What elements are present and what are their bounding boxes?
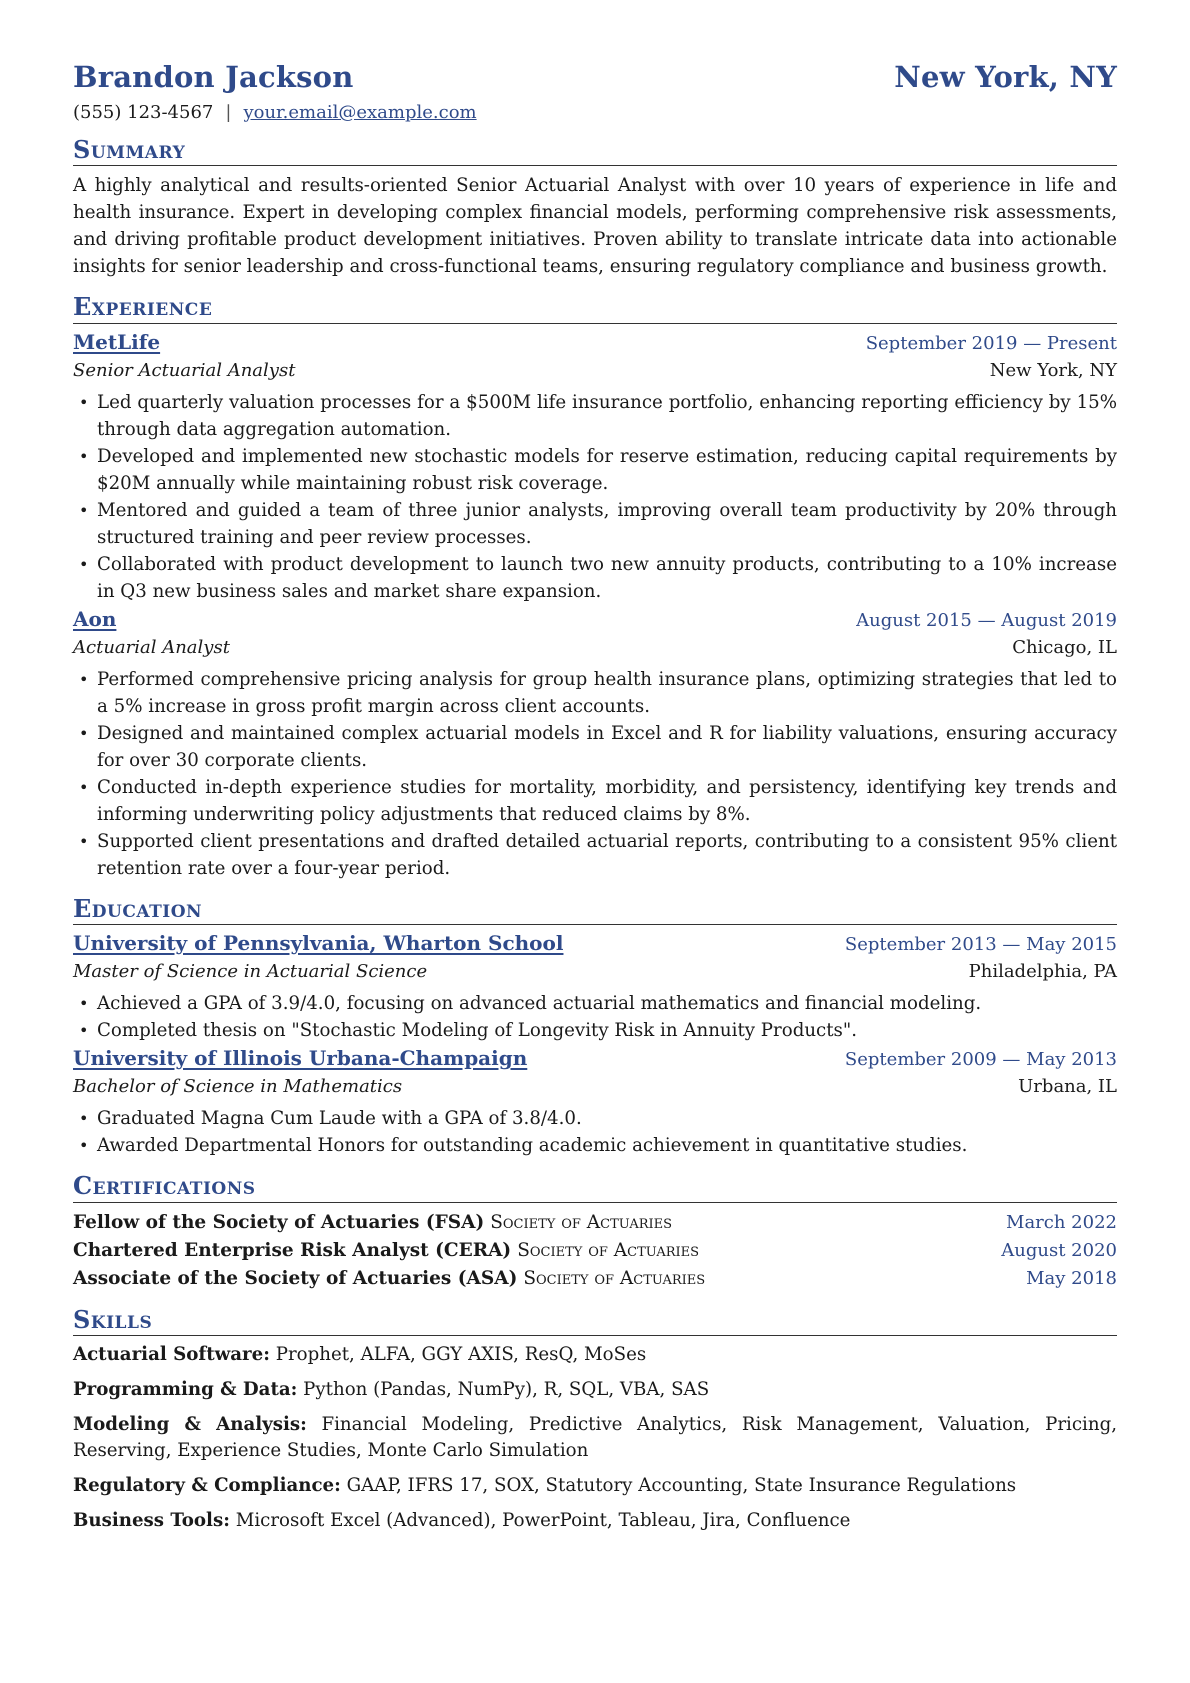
- list-item: • Supported client presentations and drafted detailed actuarial reports, contributing to a consistent 95% client retention rate over a four-year period.: [97, 828, 1117, 882]
- list-item: • Designed and maintained complex actuarial models in Excel and R for liability valuations, ensuring accuracy for over 30 corporate clients.: [97, 720, 1117, 774]
- experience-entry-metlife: [73, 330, 1117, 605]
- study-dates: September 2013 — May 2015: [844, 934, 1117, 956]
- candidate-location: New York, NY: [894, 60, 1117, 94]
- certification-name: Fellow of the Society of Actuaries (FSA): [73, 1211, 485, 1233]
- employer-name[interactable]: MetLife: [73, 329, 161, 354]
- skill-item: [73, 1508, 1117, 1534]
- job-location: Chicago, IL: [1012, 636, 1117, 658]
- school-name[interactable]: University of Illinois Urbana-Champaign: [73, 1046, 528, 1071]
- education-highlights: [73, 1105, 1117, 1159]
- certification-issuer: Society of Actuaries: [523, 1267, 706, 1289]
- experience-entry-aon: [73, 607, 1117, 882]
- skill-value: Prophet, ALFA, GGY AXIS, ResQ, MoSes: [275, 1343, 647, 1365]
- contact-line: [73, 102, 1117, 123]
- employment-dates: August 2015 — August 2019: [856, 609, 1117, 631]
- certifications-heading: Certifications: [73, 1173, 1117, 1202]
- experience-heading: Experience: [73, 294, 1117, 323]
- school-location: Urbana, IL: [1018, 1076, 1117, 1098]
- skill-label: Modeling & Analysis:: [73, 1413, 307, 1435]
- skill-value: Python (Pandas, NumPy), R, SQL, VBA, SAS: [303, 1378, 710, 1400]
- school-location: Philadelphia, PA: [968, 961, 1117, 983]
- skills-heading: Skills: [73, 1307, 1117, 1336]
- list-item: • Developed and implemented new stochastic models for reserve estimation, reducing capital requirements by $20M annually while maintaining robust risk coverage.: [97, 443, 1117, 497]
- education-entry-uiuc: [73, 1046, 1117, 1159]
- achievement-list: [73, 666, 1117, 882]
- education-highlights: [73, 990, 1117, 1044]
- certification-date: March 2022: [1006, 1211, 1117, 1233]
- skill-item: [73, 1342, 1117, 1368]
- skill-label: Business Tools:: [73, 1509, 230, 1531]
- skills-list: [73, 1342, 1117, 1534]
- list-item: • Completed thesis on "Stochastic Modeling of Longevity Risk in Annuity Products".: [97, 1017, 1117, 1044]
- skill-label: Programming & Data:: [73, 1378, 298, 1400]
- certification-item: [73, 1265, 1117, 1293]
- study-dates: September 2009 — May 2013: [844, 1049, 1117, 1071]
- certification-item: [73, 1237, 1117, 1265]
- employer-name[interactable]: Aon: [73, 606, 117, 631]
- certification-list: [73, 1209, 1117, 1293]
- certification-date: August 2020: [1001, 1239, 1117, 1261]
- achievement-list: [73, 389, 1117, 605]
- candidate-name: Brandon Jackson: [73, 60, 354, 94]
- employment-dates: September 2019 — Present: [865, 332, 1117, 354]
- certification-date: May 2018: [1026, 1267, 1117, 1289]
- skill-value: GAAP, IFRS 17, SOX, Statutory Accounting, State Insurance Regulations: [346, 1474, 1017, 1496]
- summary-heading: Summary: [73, 137, 1117, 166]
- degree-title: Master of Science in Actuarial Science: [73, 961, 428, 983]
- email-link[interactable]: your.email@example.com: [243, 102, 477, 123]
- list-item: • Achieved a GPA of 3.9/4.0, focusing on advanced actuarial mathematics and financial modeling.: [97, 990, 1117, 1017]
- list-item: • Led quarterly valuation processes for a $500M life insurance portfolio, enhancing reporting efficiency by 15% through data aggregation automation.: [97, 389, 1117, 443]
- degree-title: Bachelor of Science in Mathematics: [73, 1076, 403, 1098]
- list-item: • Performed comprehensive pricing analysis for group health insurance plans, optimizing strategies that led to a 5% increase in gross profit margin across client accounts.: [97, 666, 1117, 720]
- skill-item: [73, 1473, 1117, 1499]
- list-item: • Awarded Departmental Honors for outstanding academic achievement in quantitative studies.: [97, 1132, 1117, 1159]
- list-item: • Mentored and guided a team of three junior analysts, improving overall team productivity by 20% through structured training and peer review processes.: [97, 497, 1117, 551]
- phone-number: (555) 123-4567: [73, 102, 214, 123]
- certification-issuer: Society of Actuaries: [490, 1211, 673, 1233]
- skill-label: Actuarial Software:: [73, 1343, 270, 1365]
- school-name[interactable]: University of Pennsylvania, Wharton School: [73, 931, 564, 956]
- skill-value: Financial Modeling, Predictive Analytics, Risk Management, Valuation, Pricing, Reserving, Experience Studies, Monte Carlo Simulation: [73, 1413, 1117, 1461]
- summary-text: A highly analytical and results-oriented Senior Actuarial Analyst with over 10 years of experience in life and health insurance. Expert in developing complex financial models, performing comprehensive risk assessments, and driving profitable product development initiatives. Proven ability to translate intricate data into actionable insights for senior leadership and cross-functional teams, ensuring regulatory compliance and business growth.: [73, 175, 1117, 278]
- skill-item: [73, 1377, 1117, 1403]
- job-title: Senior Actuarial Analyst: [73, 359, 296, 381]
- job-location: New York, NY: [989, 359, 1117, 381]
- resume-header: [73, 60, 1117, 94]
- skill-item: [73, 1412, 1117, 1464]
- certification-name: Associate of the Society of Actuaries (ASA): [73, 1267, 518, 1289]
- certification-item: [73, 1209, 1117, 1237]
- list-item: • Collaborated with product development to launch two new annuity products, contributing to a 10% increase in Q3 new business sales and market share expansion.: [97, 551, 1117, 605]
- job-title: Actuarial Analyst: [73, 636, 230, 658]
- education-entry-upenn: [73, 931, 1117, 1044]
- education-heading: Education: [73, 896, 1117, 925]
- certification-issuer: Society of Actuaries: [517, 1239, 700, 1261]
- skill-value: Microsoft Excel (Advanced), PowerPoint, Tableau, Jira, Confluence: [235, 1509, 851, 1531]
- list-item: • Conducted in-depth experience studies for mortality, morbidity, and persistency, identifying key trends and informing underwriting policy adjustments that reduced claims by 8%.: [97, 774, 1117, 828]
- certification-name: Chartered Enterprise Risk Analyst (CERA): [73, 1239, 512, 1261]
- skill-label: Regulatory & Compliance:: [73, 1474, 341, 1496]
- list-item: • Graduated Magna Cum Laude with a GPA of 3.8/4.0.: [97, 1105, 1117, 1132]
- contact-separator: |: [225, 102, 232, 123]
